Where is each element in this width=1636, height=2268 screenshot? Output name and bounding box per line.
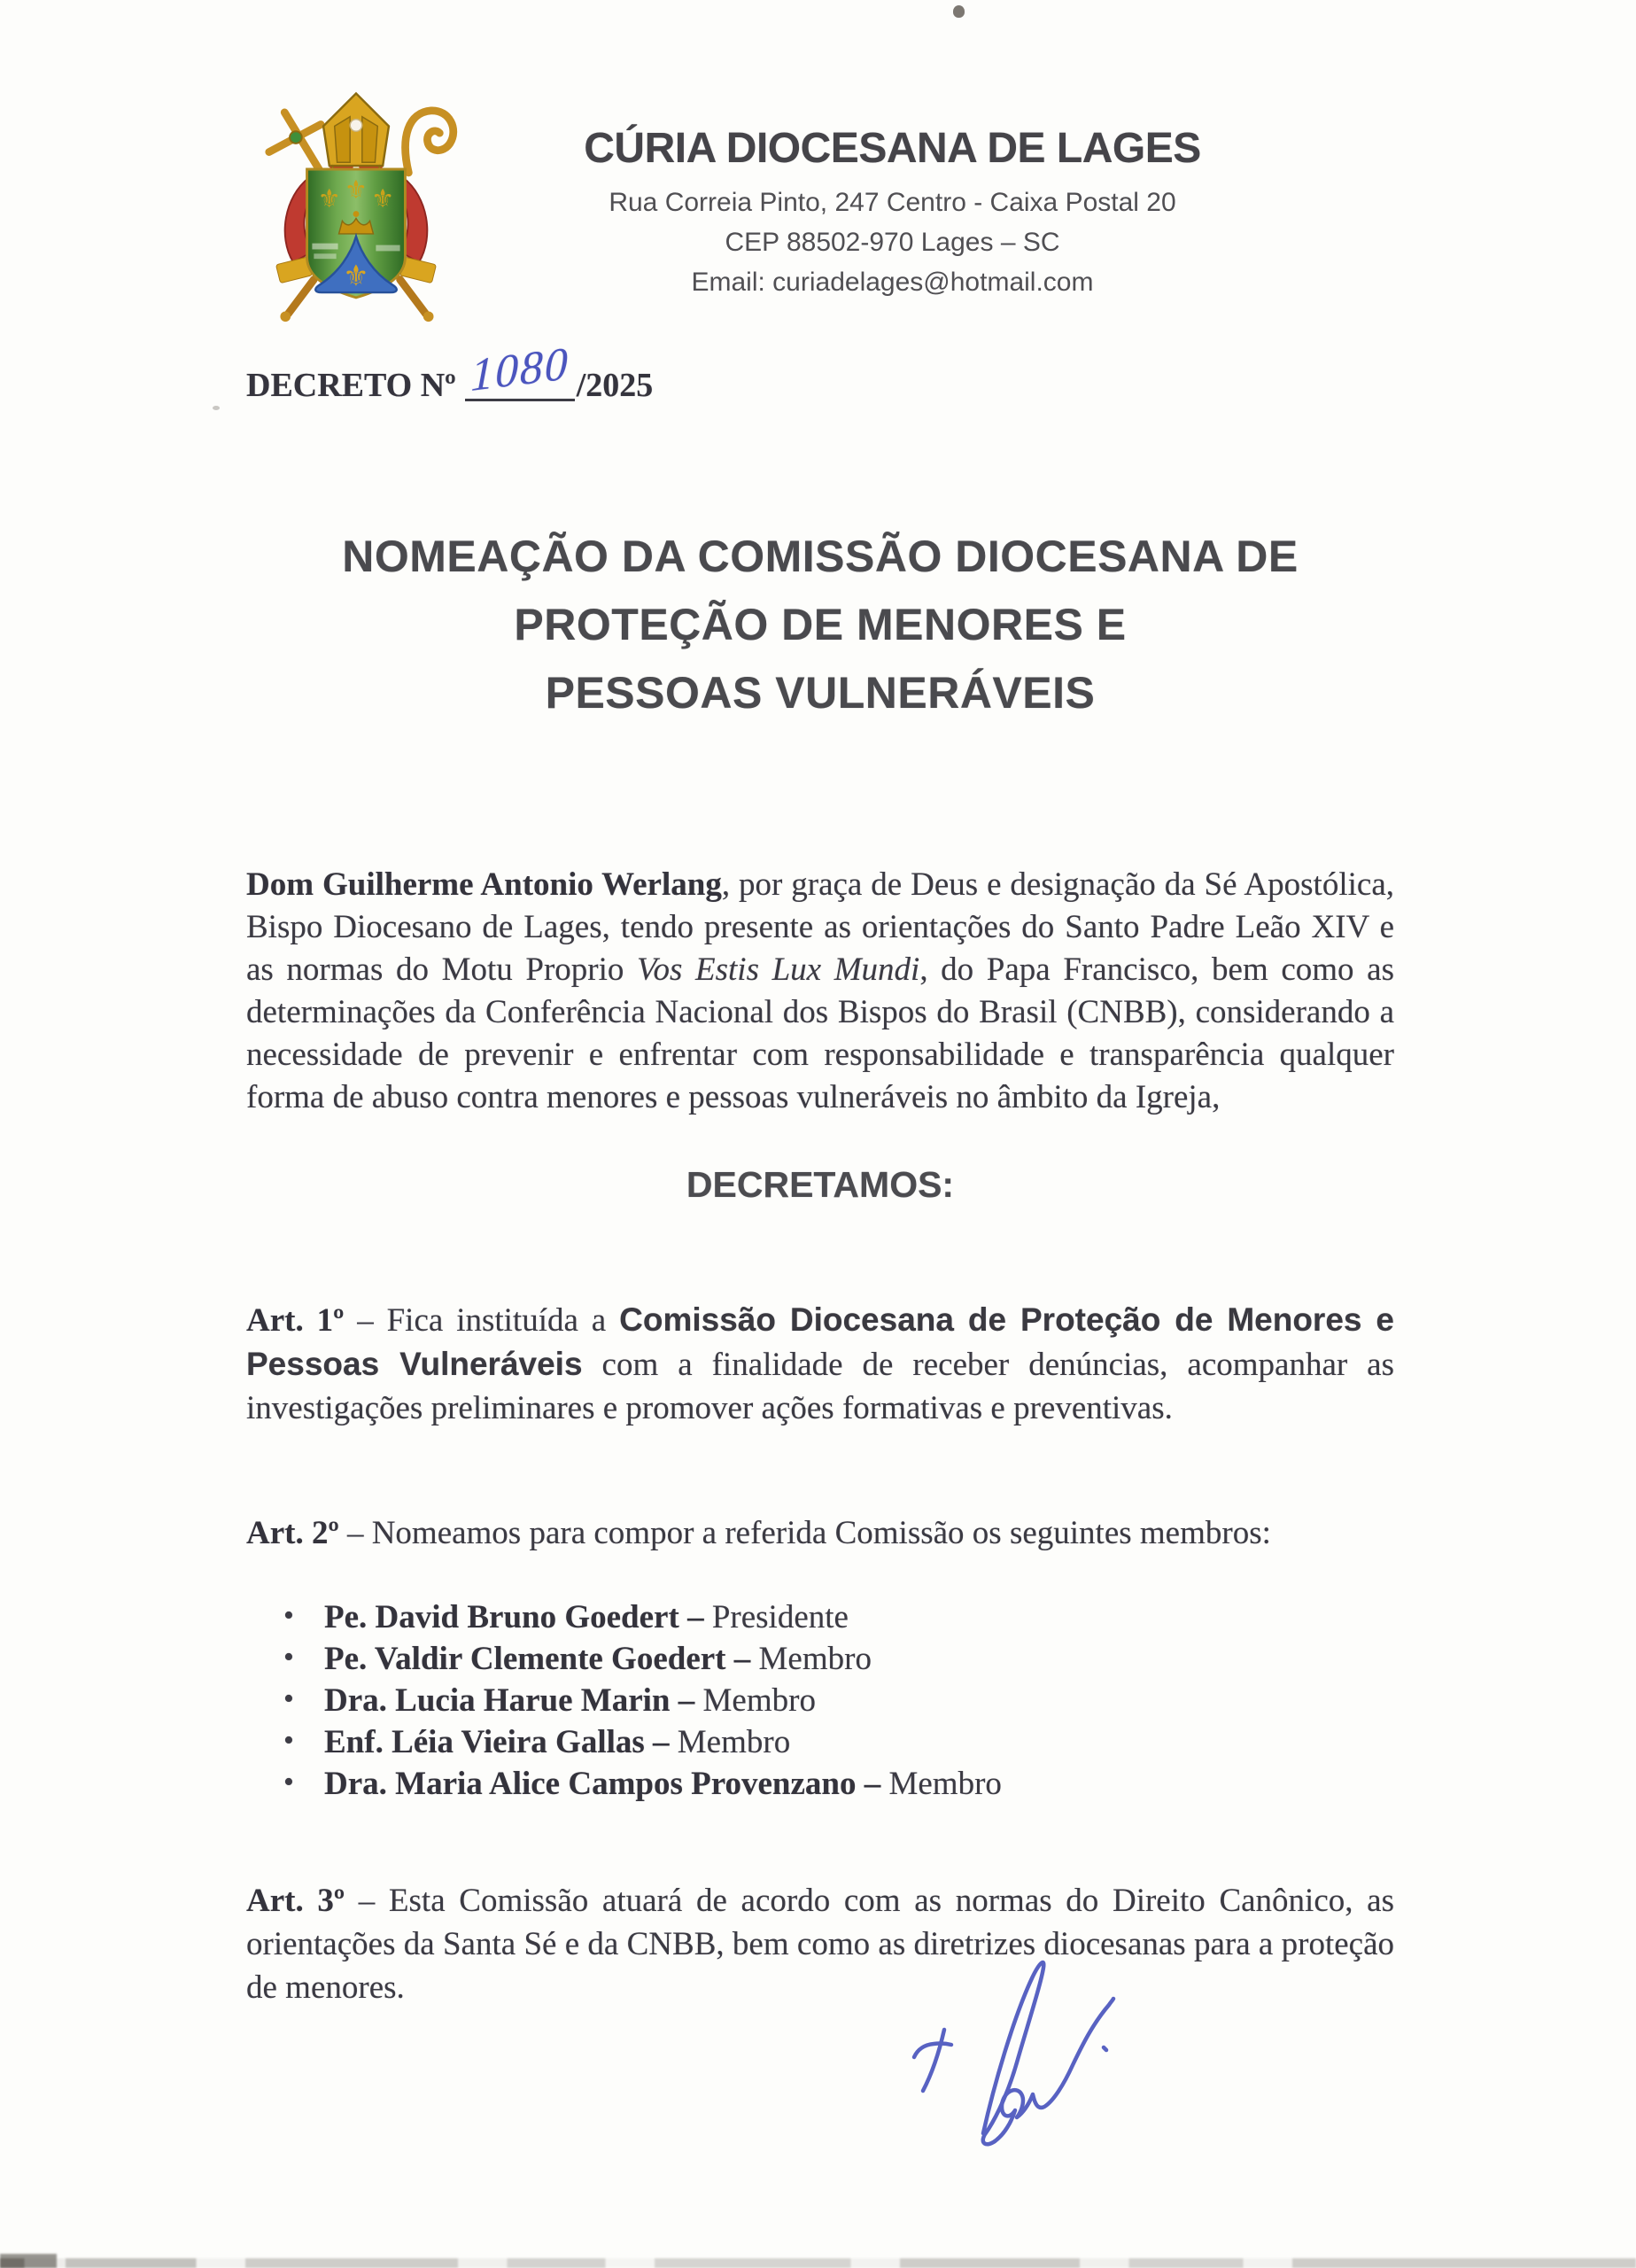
scan-dot-artifact — [953, 5, 965, 18]
member-role: Membro — [758, 1641, 872, 1677]
member-role: Membro — [888, 1766, 1002, 1802]
document-title — [246, 523, 1394, 727]
letterhead-text — [492, 124, 1293, 302]
member-name: Dra. Lucia Harue Marin — [324, 1682, 671, 1719]
svg-text:⚜: ⚜ — [344, 176, 368, 206]
bishop-name: Dom Guilherme Antonio Werlang — [246, 866, 722, 903]
member-list-item — [282, 1596, 1345, 1638]
member-list-item — [282, 1721, 1345, 1763]
diocese-coat-of-arms — [237, 76, 475, 326]
member-separator: – — [678, 1682, 695, 1719]
coat-of-arms-graphic — [237, 76, 475, 326]
svg-text:⚜: ⚜ — [371, 184, 395, 214]
signature-ink-graphic — [895, 1942, 1151, 2159]
article-1-paragraph — [246, 1298, 1394, 1430]
member-separator: – — [653, 1724, 670, 1760]
member-list-item — [282, 1638, 1345, 1680]
article-3-label: Art. 3º — [246, 1883, 345, 1919]
member-separator: – — [864, 1766, 881, 1802]
commission-members-list — [282, 1596, 1345, 1805]
address-line-1: Rua Correia Pinto, 247 Centro - Caixa Postal 20 — [609, 188, 1176, 217]
member-role: Membro — [702, 1682, 816, 1719]
article-1-label: Art. 1º — [246, 1302, 345, 1339]
member-name: Enf. Léia Vieira Gallas — [324, 1724, 645, 1760]
svg-text:⚜: ⚜ — [317, 184, 341, 214]
scan-speck-artifact — [213, 406, 220, 410]
address-line-2: CEP 88502-970 Lages – SC — [725, 228, 1060, 257]
member-list-item — [282, 1680, 1345, 1721]
organization-name: CÚRIA DIOCESANA DE LAGES — [584, 125, 1201, 172]
preamble-paragraph — [246, 864, 1394, 1119]
article-3-paragraph — [246, 1879, 1394, 2009]
member-name: Pe. Valdir Clemente Goedert — [324, 1641, 726, 1677]
article-1-lead: – Fica instituída a — [344, 1302, 620, 1339]
commission-name: Comissão Diocesana de Proteção de Menores e Pessoas Vulneráveis — [246, 1301, 1394, 1382]
member-list-item — [282, 1763, 1345, 1805]
scan-corner-artifact — [0, 2254, 57, 2268]
member-name: Dra. Maria Alice Campos Provenzano — [324, 1766, 857, 1802]
handwritten-decree-number: 1080 — [469, 338, 570, 402]
bishop-signature — [895, 1942, 1151, 2159]
member-separator: – — [687, 1599, 704, 1635]
member-role: Presidente — [711, 1599, 849, 1635]
decree-label: DECRETO Nº — [246, 367, 456, 404]
preamble-text-1: , por graça de Deus e designação da Sé Apostólica, Bispo Diocesano de Lages, tendo presente as orientações do Santo Padre Leão XIV e as normas do Motu Proprio — [246, 866, 1394, 988]
preamble-text-2: , do Papa Francisco, bem como as determinações da Conferência Nacional dos Bispos do Brasil (CNBB), considerando a necessidade de prevenir e enfrentar com responsabilidade e transparência qualquer forma de abuso contra menores e pessoas vulneráveis no âmbito da Igreja, — [246, 951, 1394, 1115]
motu-proprio-title: Vos Estis Lux Mundi — [637, 951, 920, 988]
article-2-label: Art. 2º — [246, 1515, 339, 1551]
svg-text:⚜: ⚜ — [343, 260, 369, 293]
document-title-line-1: NOMEAÇÃO DA COMISSÃO DIOCESANA DE — [342, 531, 1299, 581]
decree-year: /2025 — [576, 367, 654, 404]
article-2-paragraph — [246, 1512, 1394, 1555]
email-line: Email: curiadelages@hotmail.com — [691, 268, 1094, 297]
document-title-line-2: PROTEÇÃO DE MENORES E — [514, 599, 1127, 649]
decretamos-heading: DECRETAMOS: — [686, 1164, 955, 1205]
article-2-text: – Nomeamos para compor a referida Comissão os seguintes membros: — [338, 1515, 1271, 1551]
decree-number-underline — [465, 338, 575, 402]
member-name: Pe. David Bruno Goedert — [324, 1599, 679, 1635]
member-role: Membro — [677, 1724, 791, 1760]
article-3-text: – Esta Comissão atuará de acordo com as normas do Direito Canônico, as orientações da Santa Sé e da CNBB, bem como as diretrizes diocesanas para a proteção de menores. — [246, 1883, 1394, 2006]
decree-number-line — [246, 338, 654, 407]
article-1-text: com a finalidade de receber denúncias, acompanhar as investigações preliminares e promover ações formativas e preventivas. — [246, 1347, 1394, 1426]
document-title-line-3: PESSOAS VULNERÁVEIS — [545, 667, 1096, 718]
member-separator: – — [733, 1641, 751, 1677]
scan-edge-artifact — [0, 2258, 1636, 2268]
